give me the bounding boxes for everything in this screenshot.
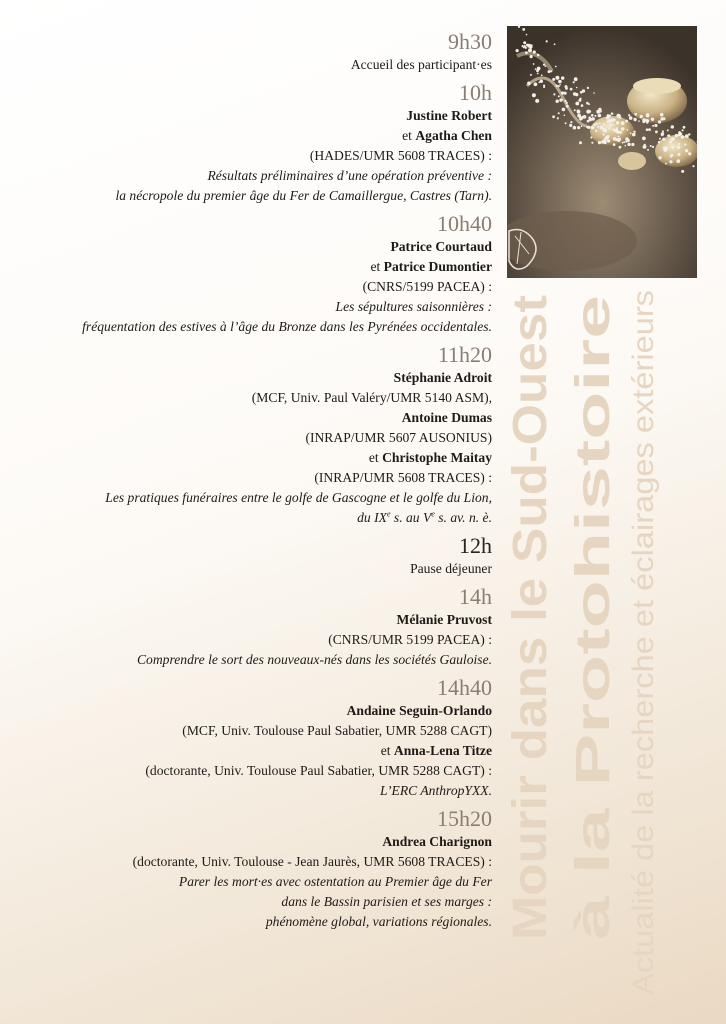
line-text: fréquentation des estives à l’âge du Bronze dans les Pyrénées occidentales. [82,319,492,334]
bead-dot [533,50,536,53]
bead-dot [591,142,593,144]
bead-dot [619,116,621,118]
bead-dot [681,170,684,173]
bead-dot [630,132,632,134]
bead-dot [621,127,625,131]
bead-dot [530,74,532,76]
conjunction: et [370,259,384,274]
speaker-name [12,408,492,428]
bead-dot [609,128,611,130]
bead-dot [523,47,525,49]
line-text: (INRAP/UMR 5607 AUSONIUS) [305,430,492,445]
line-text: (doctorante, Univ. Toulouse Paul Sabatier, UMR 5288 CAGT) : [145,763,492,778]
talk-title [12,488,492,508]
superscript: e [431,509,435,519]
bead-dot [617,132,619,134]
bead-dot [579,141,582,144]
bead-dot [610,118,614,122]
bead-dot [604,129,607,132]
line-text: (doctorante, Univ. Toulouse - Jean Jaurès, UMR 5608 TRACES) : [132,854,492,869]
bead-dot [654,124,657,127]
bead-dot [663,117,666,120]
bead-dot [555,66,557,68]
bead-dot [537,67,541,71]
line-text: Patrice Dumontier [383,259,492,274]
affiliation [12,468,492,488]
bead-dot [658,156,661,159]
bead-dot [662,138,665,141]
bead-dot [555,76,559,80]
bead-dot [612,128,614,130]
bead-dot [538,81,540,83]
line-text: dans le Bassin parisien et ses marges : [281,894,492,909]
bead-dot [616,121,619,124]
bead-dot [591,117,595,121]
bead-dot [650,145,652,147]
line-text: Justine Robert [406,108,492,123]
bead-dot [522,28,525,31]
bead-dot [671,146,674,149]
line-text: (CNRS/UMR 5199 PACEA) : [328,632,492,647]
bead-dot [575,93,578,96]
bead-dot [597,126,599,128]
bead-dot [532,93,536,97]
bead-dot [613,143,616,146]
bead-dot [661,132,664,135]
bead-dot [599,123,601,125]
bead-dot [550,70,552,72]
bead-dot [627,139,630,142]
bead-dot [587,87,589,89]
bead-dot [583,115,587,119]
line-text: (MCF, Univ. Paul Valéry/UMR 5140 ASM), [251,390,492,405]
affiliation [12,277,492,297]
affiliation [12,388,492,408]
speaker-name [12,832,492,852]
bead-dot [625,145,627,147]
bead-dot [552,78,555,81]
bead-dot [634,113,637,116]
bead-dot [562,108,566,112]
talk-title [12,297,492,317]
conjunction: et [402,128,416,143]
line-text: Agatha Chen [415,128,492,143]
bead-dot [586,110,590,114]
bead-dot [523,41,526,44]
line-text: Mélanie Pruvost [396,612,492,627]
bead-dot [652,146,654,148]
program-slot [12,341,492,528]
line-text: (CNRS/5199 PACEA) : [362,279,492,294]
bead-dot [678,133,681,136]
line-text: phénomène global, variations régionales. [265,914,492,929]
speaker-name [12,610,492,630]
bead-dot [557,117,559,119]
speaker-name [12,257,492,277]
slot-time: 14h [459,584,492,609]
program-slot [12,79,492,206]
bead-dot [670,154,673,157]
bead-dot [590,136,592,138]
bead-dot [610,123,613,126]
bead-dot [651,118,654,121]
bead-dot [625,120,628,123]
slot-time: 14h40 [437,675,492,700]
affiliation [12,146,492,166]
line-text: Stéphanie Adroit [393,370,492,385]
line-text: Andaine Seguin-Orlando [346,703,492,718]
bead-dot [577,110,581,114]
bead-dot [559,84,561,86]
speaker-name [12,741,492,761]
bead-dot [655,131,658,134]
line-text: Andrea Charignon [382,834,492,849]
bead-dot [581,104,584,107]
bead-dot [662,130,664,132]
program-slot [12,583,492,670]
bead-dot [558,112,560,114]
talk-title [12,781,492,801]
bead-dot [528,48,532,52]
bead-dot [684,143,686,145]
bead-dot [683,126,686,129]
talk-title [12,892,492,912]
affiliation [12,852,492,872]
talk-title [12,317,492,337]
bead-dot [665,163,667,165]
speaker-name [12,106,492,126]
slot-time: 9h30 [448,29,492,54]
bead-dot [632,133,636,137]
bead-dot [546,40,548,42]
bead-dot [658,141,660,143]
bead-dot [543,85,545,87]
bead-dot [682,129,684,131]
bead-dot [646,128,649,131]
program-slot [12,28,492,75]
line-text: (INRAP/UMR 5608 TRACES) : [314,470,492,485]
bead-dot [598,108,601,111]
bead-dot [685,134,689,138]
bead-dot [598,114,602,118]
bead-dot [623,141,625,143]
line-text: Patrice Courtaud [390,239,492,254]
bead-dot [556,85,558,87]
bead-dot [565,86,567,88]
bead-dot [600,126,604,130]
talk-title [12,166,492,186]
bead-dot [535,68,537,70]
bead-dot [527,82,531,86]
vertical-title-block [488,290,718,1010]
bead-dot [558,85,560,87]
bead-dot [537,54,540,57]
speaker-name [12,126,492,146]
bead-dot [607,139,610,142]
bead-dot [629,116,633,120]
bead-dot [646,114,649,117]
bead-dot [541,74,543,76]
bead-dot [603,133,605,135]
affiliation [12,630,492,650]
bead-dot [580,91,583,94]
line-text: Accueil des participant·es [350,57,492,72]
bead-dot [558,95,560,97]
bead-dot [619,146,622,149]
bead-dot [552,115,555,118]
bead-dot [622,142,624,144]
bead-dot [663,148,667,152]
bead-dot [580,119,582,121]
bead-dot [578,99,581,102]
bead-dot [561,76,564,79]
bead-dot [669,139,671,141]
bead-dot [587,126,590,129]
line-text: Les pratiques funéraires entre le golfe de Gascogne et le golfe du Lion, [105,490,492,505]
line-text: (HADES/UMR 5608 TRACES) : [309,148,492,163]
line-text: L’ERC AnthropYXX. [379,783,492,798]
bead-dot [609,115,611,117]
bead-dot [543,64,545,66]
bead-dot [537,73,539,75]
bead-dot [526,34,528,36]
bead-dot [692,165,694,167]
bead-dot [554,43,556,45]
title-line-1: Mourir dans le Sud-Ouest [504,355,557,940]
conjunction: et [368,450,383,465]
bead-dot [558,80,562,84]
bead-dot [671,125,674,128]
bead-dot [516,49,519,52]
speaker-name [12,448,492,468]
bead-dot [621,121,625,125]
slot-time: 15h20 [437,806,492,831]
bead-dot [633,131,635,133]
speaker-name [12,701,492,721]
bead-dot [526,44,529,47]
bead-dot [688,152,691,155]
bead-dot [564,114,566,116]
bead-dot [588,116,591,119]
superscript: e [386,509,391,519]
bead-dot [676,159,680,163]
bead-dot [593,92,595,94]
talk-title [12,912,492,932]
line-text: Anna-Lena Titze [393,743,492,758]
bead-dot [533,63,535,65]
bead-dot [673,138,675,140]
talk-title [12,186,492,206]
bead-dot [646,121,648,123]
affiliation [12,55,492,75]
bead-dot [574,77,578,81]
bead-dot [638,120,640,122]
bead-dot [605,136,609,140]
bead-dot [570,88,573,91]
bead-dot [677,153,680,156]
program-slot [12,805,492,932]
bead-dot [643,145,647,149]
bead-dot [648,128,651,131]
bead-dot [667,135,669,137]
bead-dot [565,87,568,90]
title-line-2: à la Protohistoire [567,547,620,940]
speaker-name [12,237,492,257]
bead-dot [559,98,562,101]
bead-dot [677,146,680,149]
line-text: Christophe Maitay [382,450,492,465]
speaker-name [12,368,492,388]
bead-dot [669,141,672,144]
program-schedule [12,24,492,932]
talk-title [12,872,492,892]
bead-dot [581,126,583,128]
line-text: Pause déjeuner [410,561,492,576]
bead-dot [566,102,568,104]
bead-dot [688,133,690,135]
bead-dot [604,141,606,143]
bead-dot [575,102,579,106]
program-slot [12,674,492,801]
bead-dot [577,114,581,118]
bead-dot [667,129,669,131]
line-text: du IX [357,510,387,525]
line-text: s. au V [390,510,432,525]
affiliation [12,721,492,741]
slot-time: 12h [459,533,492,558]
bead-dot [685,149,688,152]
slot-time: 11h20 [437,342,492,367]
bead-dot [642,118,646,122]
affiliation [12,428,492,448]
talk-title [12,508,492,528]
bead-dot [678,143,680,145]
slot-time: 10h40 [437,211,492,236]
bead-dot [595,130,597,132]
bead-dot [593,124,596,127]
bead-dot [591,126,595,130]
bead-dot [565,122,567,124]
line-text: s. av. n. è. [434,510,492,525]
bead-dot [535,99,539,103]
affiliation [12,761,492,781]
bead-dot [594,115,596,117]
bead-dot [529,45,532,48]
bead-dot [616,138,619,141]
excavation-photo [507,26,697,278]
bead-dot [591,114,594,117]
bead-dot [659,138,661,140]
bead-dot [566,105,569,108]
bead-dot [611,113,613,115]
bead-dot [613,124,615,126]
bead-dot [603,123,605,125]
conjunction: et [380,743,394,758]
affiliation [12,559,492,579]
bead-dot [530,55,533,58]
bead-dot [642,137,646,141]
bead-dot [525,51,528,54]
bead-dot [573,81,575,83]
bead-dot [609,126,611,128]
bead-dot [640,115,643,118]
bead-dot [577,126,580,129]
bead-dot [588,103,590,105]
line-text: Antoine Dumas [401,410,492,425]
line-text: Parer les mort·es avec ostentation au Premier âge du Fer [178,874,492,889]
bead-dot [569,124,572,127]
bead-dot [652,125,654,127]
line-text: Résultats préliminaires d’une opération préventive : [207,168,492,183]
bead-dot [626,129,628,131]
bead-dot [573,126,577,130]
bead-dot [618,136,620,138]
bead-dot [574,109,576,111]
line-text: Les sépultures saisonnières : [335,299,492,314]
bead-dot [548,70,551,73]
program-slot [12,532,492,579]
line-text: la nécropole du premier âge du Fer de Camaillergue, Castres (Tarn). [115,188,492,203]
bead-dot [647,149,649,151]
bead-dot [545,65,547,67]
bead-dot [660,113,664,117]
line-text: Comprendre le sort des nouveaux-nés dans les sociétés Gauloise. [136,652,492,667]
slot-time: 10h [459,80,492,105]
bead-dot [570,121,572,123]
bead-dot [534,82,538,86]
bead-dot [553,93,555,95]
bead-dot [631,143,634,146]
program-slot [12,210,492,337]
bead-dot [681,135,685,139]
line-text: (MCF, Univ. Toulouse Paul Sabatier, UMR 5288 CAGT) [182,723,492,738]
bead-dot [628,114,630,116]
bead-dot [658,120,661,123]
bead-dot [627,143,630,146]
bead-dot [675,134,678,137]
bead-dot [556,100,559,103]
bead-dot [561,91,564,94]
bead-dot [633,118,636,121]
bead-dot [669,160,672,163]
bead-dot [598,141,601,144]
bead-dot [646,119,648,121]
bead-dot [576,87,578,89]
talk-title [12,650,492,670]
bead-dot [565,100,567,102]
subtitle: Actualité de la recherche et éclairages extérieurs [627,346,660,995]
